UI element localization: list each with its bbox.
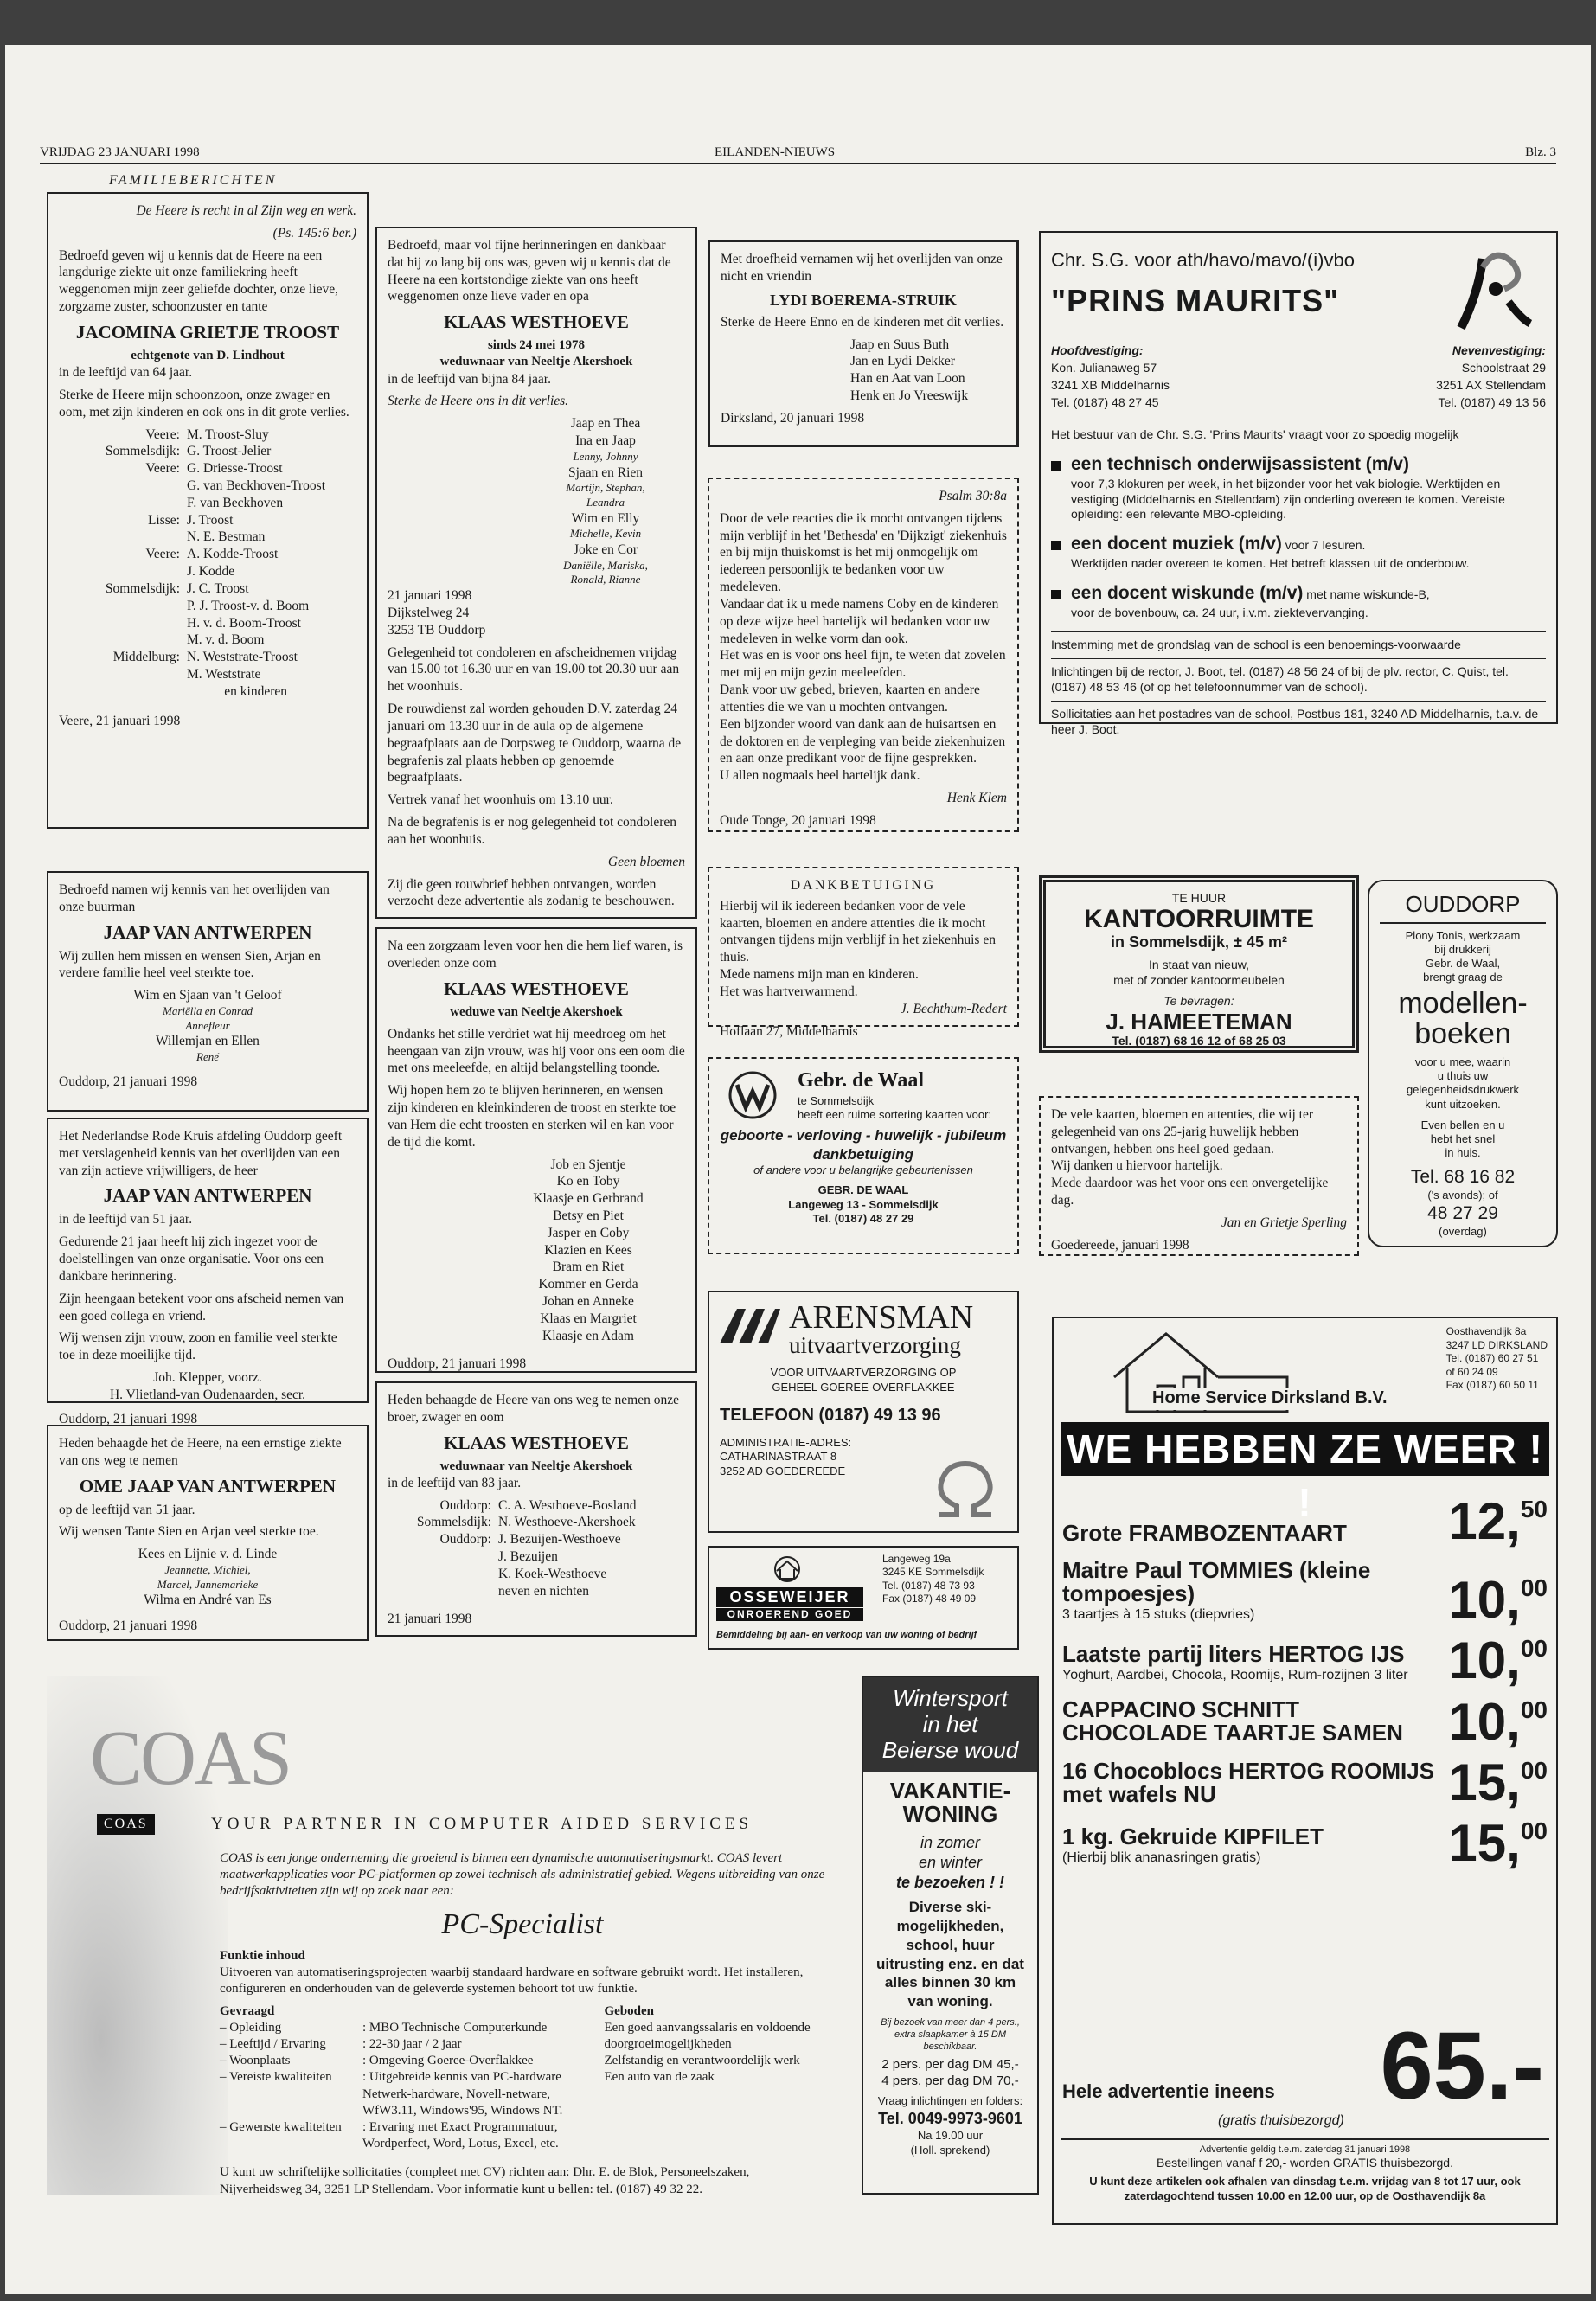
relative-name: J. Bezuijen-Westhoeve [498, 1532, 621, 1548]
newspaper-page [5, 45, 1591, 2294]
ad-wintersport: Wintersport in het Beierse woud VAKANTIE-WONING in zomer en winter te bezoeken ! ! Diverse ski-mogelijkheden, school, huur uitrusting enz. en dat alles binnen 30 km van woning. Bij bezoek van meer dan 4 pers., extra slaapkamer à 15 DM beschikbaar. 2 pers. per dag DM 45,- 4 pers. per dag DM 70,- Vraag inlichtingen en folders: Tel. 0049-9973-9601 Na 19.00 uur (Holl. sprekend) [862, 1676, 1039, 2195]
relative-place [59, 478, 180, 495]
product-detail: 3 taartjes à 15 stuks (diepvries) [1062, 1606, 1255, 1622]
notice-westhoeve-3: Heden behaagde de Heere van ons weg te nemen onze broer, zwager en oom KLAAS WESTHOEVE weduwnaar van Neeltje Akershoek in de leeftijd van 83 jaar. Ouddorp: C. A. Westhoeve-Bosland Sommelsdijk: N. Westhoeve-Akershoek Ouddorp: J. Bezuijen-Westhoeve J. Bezuijen K. Koek-Westhoeve neven en nichten 21 januari 1998 [375, 1381, 697, 1637]
requirement-row: – Woonplaats : Omgeving Goeree-Overflakkee [220, 2054, 534, 2068]
signatory: Bram en Riet [552, 1259, 625, 1275]
signatory: Jaap en Thea [570, 416, 641, 432]
product-row [1062, 1631, 1548, 1690]
school-logo-icon [1444, 241, 1539, 336]
signatory: Betsy en Piet [553, 1208, 624, 1223]
product-price: 12,50 [1448, 1492, 1548, 1550]
signatory: Michelle, Kevin [569, 527, 642, 541]
ad-gebr-de-waal: Gebr. de Waal te Sommelsdijk heeft een ruime sortering kaarten voor: geboorte - verloving - huwelijk - jubileum dankbetuiging of andere voor u belangrijke gebeurtenissen GEBR. DE WAAL Langeweg 13 - Sommelsdijk Tel. (0187) 48 27 29 [708, 1057, 1019, 1254]
relatives-list [388, 1497, 685, 1600]
relative-place: Middelburg: [112, 650, 180, 665]
relative-place [59, 495, 180, 512]
product-price: 15,00 [1448, 1814, 1548, 1873]
product-row [1062, 1814, 1548, 1873]
requirement-row: – Leeftijd / Ervaring : 22-30 jaar / 2 jaar [220, 2037, 462, 2052]
page-header [40, 140, 1556, 164]
relative-place: Sommelsdijk: [105, 580, 180, 596]
notice-lydi: Met droefheid vernamen wij het overlijden van onze nicht en vriendin LYDI BOEREMA-STRUIK Sterke de Heere Enno en de kinderen met dit verlies. Jaap en Suus Buth Jan en Lydi Dekker Han en Aat van Loon Henk en Jo Vreeswijk Dirksland, 20 januari 1998 [708, 240, 1019, 447]
relative-name: M. Weststrate [187, 667, 261, 683]
relative-place [59, 563, 180, 580]
product-row [1062, 1492, 1548, 1550]
notice-sperling: De vele kaarten, bloemen en attenties, die wij ter gelegenheid van ons 25-jarig huwelijk hebben ontvangen, hebben ons heel goed gedaan. Wij danken u hiervoor hartelijk. Mede daardoor was het voor ons een onvergetelijke dag. Jan en Grietje Sperling Goedereede, januari 1998 [1039, 1096, 1359, 1256]
notice-jaap-1: Bedroefd namen wij kennis van het overlijden van onze buurman JAAP VAN ANTWERPEN Wij zullen hem missen en wensen Sien, Arjan en verdere familie heel veel sterkte toe. Wim en Sjaan van 't Geloof Mariëlla en Conrad Annefleur Willemjan en Ellen René Ouddorp, 21 januari 1998 [47, 871, 369, 1112]
ad-kantoorruimte: TE HUUR KANTOORRUIMTE in Sommelsdijk, ± 45 m² In staat van nieuw, met of zonder kantoormeubelen Te bevragen: J. HAMEETEMAN Tel. (0187) 68 16 12 of 68 25 03 [1039, 875, 1359, 1053]
relative-place [388, 1566, 491, 1583]
house-icon [766, 1554, 809, 1584]
omega-icon [931, 1458, 1000, 1519]
relative-name: neven en nichten [498, 1583, 590, 1599]
relative-place: Ouddorp: [439, 1532, 491, 1548]
logo-icon [727, 1069, 779, 1121]
relative-name: G. van Beckhoven-Troost [187, 478, 326, 493]
ad-coas: COAS COAS YOUR PARTNER IN COMPUTER AIDED SERVICES COAS is een jonge onderneming die groeiend is binnen een dynamische automatiseringsmarkt. COAS levert maatwerkapplicaties voor PC-platformen op zowel technisch als administratief gebied. Wegens uitbreiding van onze bedrijfsaktiviteiten zijn wij op zoek naar een: PC-Specialist Funktie inhoud Uitvoeren van automatiseringsprojecten waarbij standaard hardware en software gebruikt wordt. Het installeren, configureren en onderhouden van de geleverde systemen behoort tot uw funktie. Gevraagd – Opleiding : MBO Technische Computerkunde – Leeftijd / Ervaring : 22-30 jaar / 2 jaar – Woonplaats : Omgeving Goeree-Overflakkee – Vereiste kwaliteiten : Uitgebreide kennis van PC-hardware Netwerk-hardware, Novell-netware, WfW3.11, Windows'95, Windows NT. – Gewenste kwaliteiten : Ervaring met Exact Programmatuur, Wordperfect, Word, Lotus, Excel, etc. Geboden Een goed aanvangssalaris en voldoende doorgroeimogelijkheden Zelfstandig en verantwoordelijk werk Een auto van de zaak U kunt uw schriftelijke sollicitaties (compleet met CV) richten aan: Dhr. E. de Blok, Personeelszaken, Nijverheidsweg 34, 3251 LP Stellendam. Voor informatie kunt u bellen: tel. (0187) 49 32 22. [47, 1676, 853, 2195]
requirement-row: – Vereiste kwaliteiten : Uitgebreide kennis van PC-hardware Netwerk-hardware, Novell-netware, WfW3.11, Windows'95, Windows NT. [220, 2070, 563, 2118]
signatory: Jan en Lydi Dekker [850, 354, 955, 369]
requirement-row: – Opleiding : MBO Technische Computerkunde [220, 2020, 548, 2035]
signatory: Johan en Anneke [542, 1294, 634, 1310]
relative-name: J. Troost [187, 512, 234, 528]
notice-westhoeve-1: Bedroefd, maar vol fijne herinneringen en dankbaar dat hij zo lang bij ons was, geven wij u kennis dat de Heere na een kortstondige ziekte van ons heeft weggenomen onze lieve vader en opa KLAAS WESTHOEVE sinds 24 mei 1978 weduwnaar van Neeltje Akershoek in de leeftijd van bijna 84 jaar. Sterke de Heere ons in dit verlies. Jaap en Thea Ina en Jaap Lenny, Johnny Sjaan en Rien Martijn, Stephan, Leandra Wim en Elly Michelle, Kevin Joke en Cor Daniëlle, Mariska, Ronald, Rianne 21 januari 1998 Dijkstelweg 24 3253 TB Ouddorp Gelegenheid tot condoleren en afscheidnemen vrijdag van 15.00 tot 16.30 uur en van 19.00 tot 20.30 uur aan het woonhuis. De rouwdienst zal worden gehouden D.V. zaterdag 24 januari om 13.30 uur in de aula op de algemene begraafplaats aan de Dorpsweg te Ouddorp, waarna de begrafenis zal plaats hebben op genoemde begraafplaats. Vertrek vanaf het woonhuis om 13.10 uur. Na de begrafenis is er nog gelegenheid tot condoleren aan het woonhuis. Geen bloemen Zij die geen rouwbrief hebben ontvangen, worden verzocht deze advertentie als zodanig te beschouwen. [375, 227, 697, 919]
coas-logo: COAS [90, 1715, 292, 1801]
product-name: 16 Chocoblocs HERTOG ROOMIJS met wafels NU [1062, 1757, 1435, 1807]
product-row [1062, 1557, 1548, 1630]
product-name: 1 kg. Gekruide KIPFILET [1062, 1823, 1324, 1850]
promo-banner: WE HEBBEN ZE WEER ! ! [1061, 1422, 1549, 1476]
notice-westhoeve-2: Na een zorgzaam leven voor hen die hem lief waren, is overleden onze oom KLAAS WESTHOEVE weduwe van Neeltje Akershoek Ondanks het stille verdriet wat hij meedroeg om het heengaan van zijn vrouw, was hij voor ons een oom die met ons meeleefde, en altijd belangstelling toonde. Wij hopen hem zo te blijven herinneren, en wensen zijn kinderen en kleinkinderen de troost en sterkte toe van Hem die echt troosten en sterken wil en kan voor de tijd die komt. Job en Sjentje Ko en Toby Klaasje en Gerbrand Betsy en Piet Jasper en Coby Klazien en Kees Bram en Riet Kommer en Gerda Johan en Anneke Klaas en Margriet Klaasje en Adam Ouddorp, 21 januari 1998 [375, 927, 697, 1373]
signatory: Ko en Toby [556, 1174, 620, 1189]
logo-icon [720, 1304, 780, 1348]
relative-place: Veere: [145, 426, 180, 442]
product-name: Grote FRAMBOZENTAART [1062, 1519, 1347, 1546]
relative-place [59, 529, 180, 546]
signatory: Daniëlle, Mariska, [563, 558, 648, 572]
signatory: Jaap en Suus Buth [850, 336, 950, 352]
relative-name: C. A. Westhoeve-Bosland [498, 1497, 637, 1513]
ad-prins-maurits: Chr. S.G. voor ath/havo/mavo/(i)vbo "PRINS MAURITS" Hoofdvestiging: Nevenvestiging: Kon. Julianaweg 57 Schoolstraat 29 3241 XB Middelharnis 3251 AX Stellendam Tel. (0187) 48 27 45 Tel. (0187) 49 13 56 Het bestuur van de Chr. S.G. 'Prins Maurits' vraagt voor zo spoedig mogelijk een technisch onderwijsassistent (m/v) voor 7,3 klokuren per week, in het bijzonder voor het vak biologie. Werktijden en vestiging (Middelharnis en Stellendam) zijn onderling overeen te komen. Vereiste opleiding: een relevante MBO-opleiding. een docent muziek (m/v) voor 7 lesuren. Werktijden nader overeen te komen. Het betreft klassen uit de onderbouw. een docent wiskunde (m/v) met name wiskunde-B, voor de bovenbouw, ca. 24 uur, i.v.m. ziektevervanging. Instemming met de grondslag van de school is een benoemings-voorwaarde Inlichtingen bij de rector, J. Boot, tel. (0187) 48 56 24 of bij de plv. rector, C. Quist, tel. (0187) 48 53 46 (of op het telefoonnummer van de school). Sollicitaties aan het postadres van de school, Postbus 181, 3240 AD Middelharnis, t.a.v. de heer J. Boot. [1039, 231, 1558, 724]
product-name: Maitre Paul TOMMIES (kleine tompoesjes) [1062, 1557, 1371, 1607]
relative-name: J. Bezuijen [498, 1549, 558, 1565]
product-row [1062, 1692, 1548, 1751]
product-row [1062, 1753, 1548, 1812]
relative-place: Sommelsdijk: [105, 444, 180, 459]
relative-place: Ouddorp: [439, 1497, 491, 1513]
product-detail: (Hierbij blik ananasringen gratis) [1062, 1849, 1261, 1865]
signatory: Wim en Elly [571, 510, 640, 526]
signatory: Jasper en Coby [547, 1225, 630, 1240]
signatory: Han en Aat van Loon [850, 371, 965, 387]
notice-jaap-3: Heden behaagde het de Heere, na een ernstige ziekte van ons weg te nemen OME JAAP VAN ANTWERPEN op de leeftijd van 51 jaar. Wij wensen Tante Sien en Arjan veel sterkte toe. Kees en Lijnie v. d. Linde Jeannette, Michiel, Marcel, Jannemarieke Wilma en André van Es Ouddorp, 21 januari 1998 [47, 1425, 369, 1641]
relative-place [59, 631, 180, 649]
relative-place [59, 598, 180, 615]
relative-place: Veere: [145, 461, 180, 477]
relative-name: N. Westhoeve-Akershoek [498, 1515, 636, 1530]
total-price: 65.- [1380, 2013, 1544, 2119]
product-name: CAPPACINO SCHNITT CHOCOLADE TAARTJE SAMEN [1062, 1696, 1403, 1747]
signatory: Ina en Jaap [575, 433, 636, 449]
relative-name: A. Kodde-Troost [187, 547, 279, 562]
ad-ouddorp-modelboeken: OUDDORP Plony Tonis, werkzaam bij drukkerij Gebr. de Waal, brengt graag de modellen- boeken voor u mee, waarin u thuis uw gelegenheidsdrukwerk kunt uitzoeken. Even bellen en u hebt het snel in huis. Tel. 68 16 82 ('s avonds); of 48 27 29 (overdag) [1368, 880, 1558, 1247]
ad-osseweijer: OSSEWEIJER ONROEREND GOED Langeweg 19a 3245 KE Sommelsdijk Tel. (0187) 48 73 93 Fax (0187) 48 49 09 Bemiddeling bij aan- en verkoop van uw woning of bedrijf [708, 1546, 1019, 1650]
relative-place [388, 1548, 491, 1566]
signatory: Klaasje en Gerbrand [533, 1191, 644, 1207]
relative-place [59, 615, 180, 632]
header-paper: EILANDEN-NIEUWS [715, 145, 836, 159]
ad-home-service: Home Service Dirksland B.V. Oosthavendijk 8a 3247 LD DIRKSLAND Tel. (0187) 60 27 51 of 60 24 09 Fax (0187) 60 50 11 WE HEBBEN ZE WEER ! ! Grote FRAMBOZENTAART 12,50 Maitre Paul TOMMIES (kleine tompoesjes) 3 taartjes à 15 stuks (diepvries) 10,00 Laatste partij liters HERTOG IJS Yoghurt, Aardbei, Chocola, Roomijs, Rum-rozijnen 3 liter 10,00 CAPPACINO SCHNITT CHOCOLADE TAARTJE SAMEN 10,00 16 Chocoblocs HERTOG ROOMIJS met wafels NU 15,00 1 kg. Gekruide KIPFILET (Hierbij blik ananasringen gratis) 15,00 Hele advertentie ineens 65.- (gratis thuisbezorgd) Advertentie geldig t.e.m. zaterdag 31 januari 1998 Bestellingen vanaf f 20,- worden GRATIS thuisbezorgd. U kunt deze artikelen ook afhalen van dinsdag t.e.m. vrijdag van 8 tot 17 uur, ook zaterdagochtend tussen 10.00 en 12.00 uur, op de Oosthavendijk 8a [1052, 1317, 1558, 2225]
relative-place: Veere: [145, 547, 180, 562]
header-page: Blz. 3 [1525, 145, 1556, 159]
product-price: 15,00 [1448, 1753, 1548, 1812]
relative-name: G. Troost-Jelier [187, 444, 272, 459]
ad-arensman: ARENSMAN uitvaartverzorging VOOR UITVAARTVERZORGING OP GEHEEL GOEREE-OVERFLAKKEE TELEFOON (0187) 49 13 96 ADMINISTRATIE-ADRES: CATHARINASTRAAT 8 3252 AD GOEDEREEDE [708, 1291, 1019, 1533]
product-list [1062, 1491, 1548, 1881]
relatives-list [59, 426, 356, 683]
signatories [526, 415, 685, 587]
notice-troost: De Heere is recht in al Zijn weg en werk. (Ps. 145:6 ber.) Bedroefd geven wij u kennis dat de Heere na een langdurige ziekte uit onze familiekring heeft weggenomen mijn zeer geliefde dochter, onze lieve, zorgzame zuster, schoonzuster en tante JACOMINA GRIETJE TROOST echtgenote van D. Lindhout in de leeftijd van 64 jaar. Sterke de Heere mijn schoonzoon, onze zwager en oom, met zijn kinderen en ook ons in dit grote verlies. Veere: M. Troost-Sluy Sommelsdijk: G. Troost-Jelier Veere: G. Driesse-Troost G. van Beckhoven-Troost F. van Beckhoven Lisse: J. Troost N. E. Bestman Veere: A. Kodde-Troost J. Kodde Sommelsdijk: J. C. Troost P. J. Troost-v. d. Boom H. v. d. Boom-Troost M. v. d. Boom Middelburg: N. Weststrate-Troost M. Weststrate en kinderen Veere, 21 januari 1998 [47, 192, 369, 829]
relative-name: M. v. d. Boom [187, 632, 265, 648]
signatory: Ronald, Rianne [570, 573, 641, 586]
relative-name: J. Kodde [187, 564, 235, 580]
signatory: Lenny, Johnny [573, 449, 638, 463]
relative-name: K. Koek-Westhoeve [498, 1566, 607, 1581]
signatory: Klaasje en Adam [542, 1328, 634, 1343]
relative-name: J. C. Troost [187, 580, 249, 596]
notice-klem: Psalm 30:8a Door de vele reacties die ik mocht ontvangen tijdens mijn verblijf in het 'Bethesda' en 'Dijkzigt' ziekenhuis en bij mijn thuiskomst is het mij onmogelijk om iedereen persoonlijk te bedanken voor uw medeleven. Vandaar dat ik u mede namens Coby en de kinderen op deze wijze heel hartelijk wil bedanken voor uw medeleven in welke vorm dan ook. Het was en is voor ons heel fijn, te weten dat zovelen met mij en mijn gezin meeleefden. Dank voor uw gebed, brieven, kaarten en andere attenties die we van u mochten ontvangen. Een bijzonder woord van dank aan de huisartsen en de doktoren en de verpleging van beide ziekenhuizen en aan onze predikant voor de fijne gesprekken. U allen nogmaals heel hartelijk dank. Henk Klem Oude Tonge, 20 januari 1998 [708, 478, 1019, 832]
notice-jaap-2: Het Nederlandse Rode Kruis afdeling Ouddorp geeft met verslagenheid kennis van het overlijden van een van zijn actieve vrijwilligers, de heer JAAP VAN ANTWERPEN in de leeftijd van 51 jaar. Gedurende 21 jaar heeft hij zich ingezet voor de doelstellingen van onze organisatie. Voor ons een dankbare herinnering. Zijn heengaan betekent voor ons afscheid nemen van een goed collega en vriend. Wij wensen zijn vrouw, zoon en familie veel sterkte toe in deze moeilijke tijd. Joh. Klepper, voorz. H. Vlietland-van Oudenaarden, secr. Ouddorp, 21 januari 1998 [47, 1118, 369, 1403]
signatory: Klazien en Kees [544, 1242, 632, 1258]
relative-name: N. E. Bestman [187, 529, 266, 545]
relative-name: F. van Beckhoven [187, 495, 284, 510]
relative-name: P. J. Troost-v. d. Boom [187, 598, 310, 613]
requirement-row: – Gewenste kwaliteiten : Ervaring met Exact Programmatuur, Wordperfect, Word, Lotus, Excel, etc. [220, 2119, 559, 2151]
product-price: 10,00 [1448, 1692, 1548, 1751]
signatory: Job en Sjentje [550, 1157, 626, 1172]
relative-place [59, 666, 180, 683]
signatory: Sjaan en Rien [567, 465, 644, 480]
section-title: FAMILIEBERICHTEN [109, 173, 278, 188]
product-detail: Yoghurt, Aardbei, Chocola, Roomijs, Rum-rozijnen 3 liter [1062, 1667, 1408, 1682]
relative-place: Sommelsdijk: [416, 1515, 491, 1530]
header-date: VRIJDAG 23 JANUARI 1998 [40, 145, 200, 159]
signatory: Leandra [586, 495, 625, 509]
product-name: Laatste partij liters HERTOG IJS [1062, 1641, 1405, 1668]
relative-name: M. Troost-Sluy [187, 426, 269, 442]
relative-place [388, 1583, 491, 1600]
product-price: 10,00 [1448, 1571, 1548, 1630]
signatory: Joke en Cor [573, 542, 638, 558]
product-price: 10,00 [1448, 1631, 1548, 1690]
signatory: Henk en Jo Vreeswijk [850, 388, 969, 403]
signatory: Kommer en Gerda [538, 1277, 638, 1292]
relative-place: Lisse: [147, 512, 180, 528]
relative-name: G. Driesse-Troost [187, 461, 283, 477]
signatories [491, 1157, 685, 1345]
relative-name: H. v. d. Boom-Troost [187, 615, 301, 631]
relative-name: N. Weststrate-Troost [187, 650, 298, 665]
notice-bechthum: DANKBETUIGING Hierbij wil ik iedereen bedanken voor de vele kaarten, bloemen en andere attenties die ik mocht ontvangen tijdens mijn verblijf in het ziekenhuis en thuis. Mede namens mijn man en kinderen. Het was hartverwarmend. J. Bechthum-Redert Hoflaan 27, Middelharnis [708, 867, 1019, 1027]
signatory: Klaas en Margriet [540, 1311, 637, 1326]
deceased-name: JACOMINA GRIETJE TROOST [75, 321, 340, 343]
signatory: Martijn, Stephan, [566, 481, 645, 495]
